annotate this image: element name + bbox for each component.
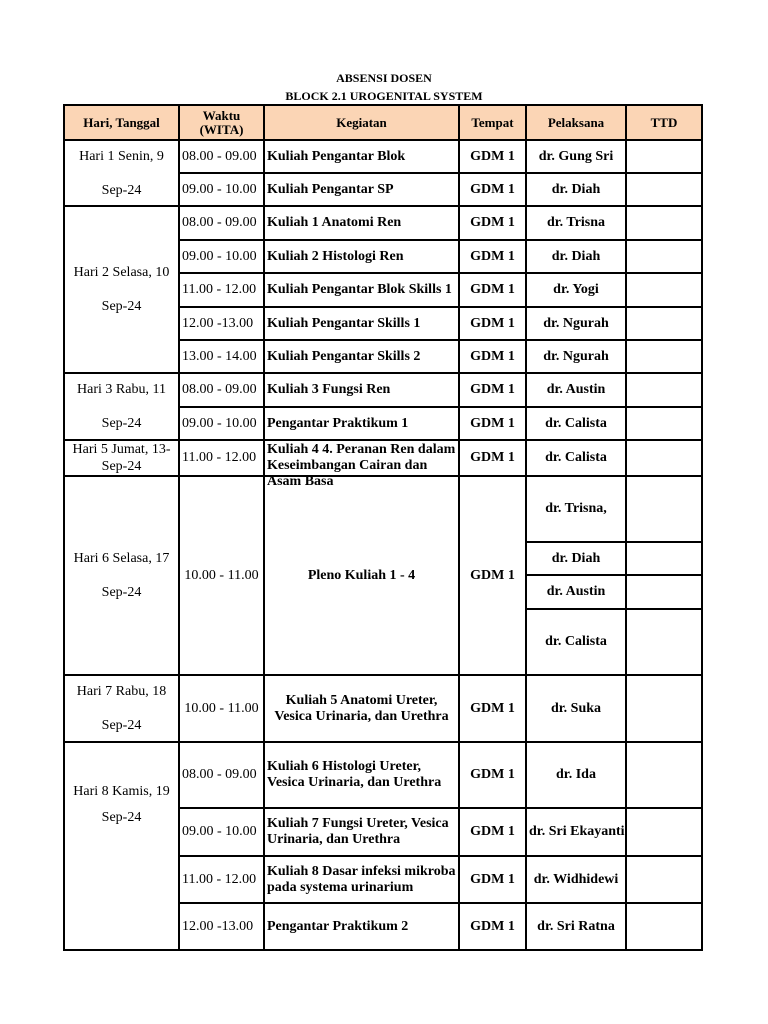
place-cell: GDM 1	[459, 440, 526, 476]
day-cell: Hari 7 Rabu, 18 Sep-24	[64, 675, 179, 742]
time-cell: 11.00 - 12.00	[179, 856, 264, 903]
executor-cell: dr. Trisna	[526, 206, 626, 240]
activity-cell: Kuliah 3 Fungsi Ren	[264, 373, 459, 407]
executor-cell: dr. Calista	[526, 407, 626, 440]
document-title: ABSENSI DOSEN	[336, 71, 432, 85]
place-cell: GDM 1	[459, 903, 526, 950]
table-row	[64, 675, 702, 742]
activity-cell: Kuliah Pengantar Blok Skills 1	[264, 273, 459, 307]
place-cell: GDM 1	[459, 240, 526, 273]
signature-cell[interactable]	[626, 856, 702, 903]
activity-cell: Kuliah 2 Histologi Ren	[264, 240, 459, 273]
signature-cell[interactable]	[626, 407, 702, 440]
executor-cell: dr. Trisna,	[526, 476, 626, 542]
place-cell: GDM 1	[459, 675, 526, 742]
time-cell: 08.00 - 09.00	[179, 742, 264, 808]
signature-cell[interactable]	[626, 206, 702, 240]
time-cell: 09.00 - 10.00	[179, 808, 264, 856]
table-header-row	[64, 105, 702, 140]
executor-cell: dr. Widhidewi	[526, 856, 626, 903]
activity-cell: Kuliah Pengantar Skills 1	[264, 307, 459, 340]
executor-cell: dr. Diah	[526, 173, 626, 206]
time-cell: 13.00 - 14.00	[179, 340, 264, 373]
activity-cell: Kuliah 4 4. Peranan Ren dalam Keseimbangan Cairan dan Asam Basa	[264, 440, 459, 476]
attendance-table	[63, 104, 703, 951]
time-cell: 10.00 - 11.00	[179, 675, 264, 742]
executor-cell: dr. Diah	[526, 542, 626, 575]
time-cell: 10.00 - 11.00	[179, 476, 264, 675]
signature-cell[interactable]	[626, 140, 702, 173]
signature-cell[interactable]	[626, 240, 702, 273]
activity-cell: Pleno Kuliah 1 - 4	[264, 476, 459, 675]
table-row	[64, 206, 702, 240]
signature-cell[interactable]	[626, 273, 702, 307]
signature-cell[interactable]	[626, 440, 702, 476]
signature-cell[interactable]	[626, 373, 702, 407]
place-cell: GDM 1	[459, 307, 526, 340]
executor-cell: dr. Ngurah	[526, 340, 626, 373]
time-cell: 12.00 -13.00	[179, 903, 264, 950]
executor-cell: dr. Ngurah	[526, 307, 626, 340]
place-cell: GDM 1	[459, 140, 526, 173]
time-cell: 09.00 - 10.00	[179, 240, 264, 273]
activity-cell: Kuliah Pengantar Skills 2	[264, 340, 459, 373]
executor-cell: dr. Ida	[526, 742, 626, 808]
signature-cell[interactable]	[626, 742, 702, 808]
signature-cell[interactable]	[626, 476, 702, 542]
activity-cell: Kuliah 7 Fungsi Ureter, Vesica Urinaria, dan Urethra	[264, 808, 459, 856]
table-row	[64, 476, 702, 542]
activity-cell: Kuliah 1 Anatomi Ren	[264, 206, 459, 240]
place-cell: GDM 1	[459, 373, 526, 407]
executor-cell: dr. Sri Ratna	[526, 903, 626, 950]
activity-cell: Kuliah 5 Anatomi Ureter, Vesica Urinaria, dan Urethra	[264, 675, 459, 742]
day-cell: Hari 5 Jumat, 13- Sep-24	[64, 440, 179, 476]
day-cell: Hari 2 Selasa, 10 Sep-24	[64, 206, 179, 373]
table-row	[64, 373, 702, 407]
time-cell: 12.00 -13.00	[179, 307, 264, 340]
executor-cell: dr. Diah	[526, 240, 626, 273]
executor-cell: dr. Gung Sri	[526, 140, 626, 173]
place-cell: GDM 1	[459, 340, 526, 373]
activity-cell: Pengantar Praktikum 1	[264, 407, 459, 440]
place-cell: GDM 1	[459, 206, 526, 240]
executor-cell: dr. Suka	[526, 675, 626, 742]
table-row	[64, 440, 702, 476]
table-row	[64, 140, 702, 173]
place-cell: GDM 1	[459, 273, 526, 307]
day-cell: Hari 8 Kamis, 19 Sep-24	[64, 742, 179, 950]
signature-cell[interactable]	[626, 340, 702, 373]
signature-cell[interactable]	[626, 675, 702, 742]
time-cell: 09.00 - 10.00	[179, 407, 264, 440]
signature-cell[interactable]	[626, 609, 702, 675]
signature-cell[interactable]	[626, 575, 702, 609]
place-cell: GDM 1	[459, 808, 526, 856]
time-cell: 11.00 - 12.00	[179, 273, 264, 307]
table-row	[64, 742, 702, 808]
activity-cell: Kuliah Pengantar Blok	[264, 140, 459, 173]
day-cell: Hari 6 Selasa, 17 Sep-24	[64, 476, 179, 675]
executor-cell: dr. Austin	[526, 373, 626, 407]
signature-cell[interactable]	[626, 173, 702, 206]
signature-cell[interactable]	[626, 542, 702, 575]
document-subtitle: BLOCK 2.1 UROGENITAL SYSTEM	[285, 89, 483, 103]
place-cell: GDM 1	[459, 742, 526, 808]
time-cell: 09.00 - 10.00	[179, 173, 264, 206]
signature-cell[interactable]	[626, 903, 702, 950]
signature-cell[interactable]	[626, 307, 702, 340]
day-cell: Hari 3 Rabu, 11 Sep-24	[64, 373, 179, 440]
time-cell: 11.00 - 12.00	[179, 440, 264, 476]
place-cell: GDM 1	[459, 856, 526, 903]
header-signature: TTD	[626, 105, 702, 140]
executor-cell: dr. Austin	[526, 575, 626, 609]
time-cell: 08.00 - 09.00	[179, 206, 264, 240]
place-cell: GDM 1	[459, 173, 526, 206]
activity-cell: Kuliah 6 Histologi Ureter, Vesica Urinaria, dan Urethra	[264, 742, 459, 808]
header-day: Hari, Tanggal	[64, 105, 179, 140]
activity-cell: Kuliah 8 Dasar infeksi mikroba pada systema urinarium	[264, 856, 459, 903]
executor-cell: dr. Calista	[526, 609, 626, 675]
activity-cell: Pengantar Praktikum 2	[264, 903, 459, 950]
time-cell: 08.00 - 09.00	[179, 140, 264, 173]
executor-cell: dr. Calista	[526, 440, 626, 476]
executor-cell: dr. Yogi	[526, 273, 626, 307]
header-place: Tempat	[459, 105, 526, 140]
place-cell: GDM 1	[459, 476, 526, 675]
day-cell: Hari 1 Senin, 9 Sep-24	[64, 140, 179, 206]
place-cell: GDM 1	[459, 407, 526, 440]
signature-cell[interactable]	[626, 808, 702, 856]
header-time: Waktu (WITA)	[179, 105, 264, 140]
time-cell: 08.00 - 09.00	[179, 373, 264, 407]
header-activity: Kegiatan	[264, 105, 459, 140]
executor-cell: dr. Sri Ekayanti	[526, 808, 626, 856]
activity-cell: Kuliah Pengantar SP	[264, 173, 459, 206]
header-executor: Pelaksana	[526, 105, 626, 140]
